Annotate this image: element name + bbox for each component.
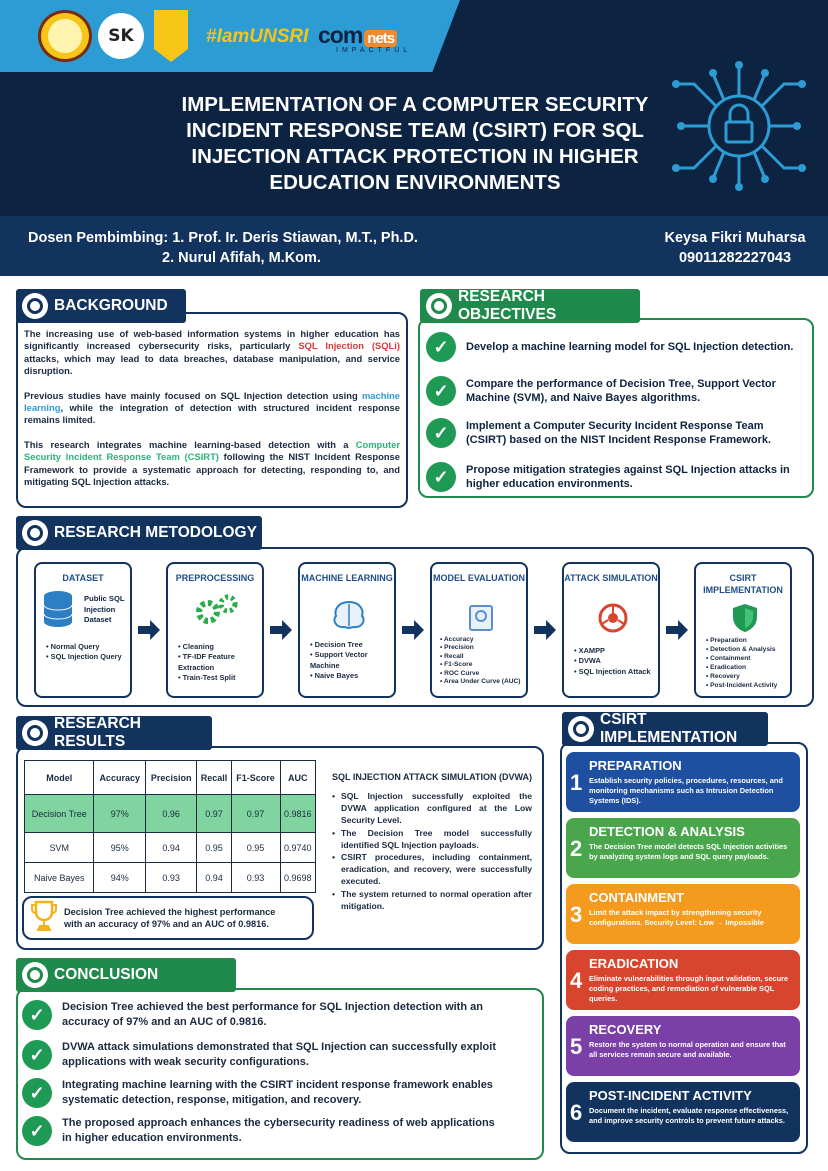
table-header-row <box>25 761 316 795</box>
objective-item: ✓ Implement a Computer Security Incident Response Team (CSIRT) based on the NIST Incident Response Framework. <box>426 418 806 448</box>
conclusion-item: ✓ Decision Tree achieved the best performance for SQL Injection detection with an accuracy of 97% and an AUC of 0.9816. <box>22 1000 502 1030</box>
table-row <box>25 795 316 833</box>
column-header: Model <box>25 761 94 795</box>
table-cell: 0.9740 <box>280 833 315 863</box>
table-row <box>25 863 316 893</box>
database-icon <box>42 590 74 628</box>
dataset-card <box>34 562 132 698</box>
step-number: 6 <box>570 1100 583 1125</box>
list-item: • XAMPP <box>574 646 651 656</box>
simulation-title: SQL INJECTION ATTACK SIMULATION (DVWA) <box>332 772 532 782</box>
step-title: CONTAINMENT <box>589 890 685 905</box>
step-description: Restore the system to normal operation and ensure that all services remain secure and available. <box>589 1040 786 1059</box>
shield-icon <box>730 602 760 634</box>
target-icon <box>22 720 48 746</box>
machine-learning-card <box>298 562 396 698</box>
table-cell: 0.95 <box>231 833 280 863</box>
table-cell: 95% <box>94 833 145 863</box>
list-item: • Normal Query <box>46 642 122 652</box>
list-item: • SQL Injection Query <box>46 652 122 662</box>
list-item: • Train-Test Split <box>178 673 262 683</box>
list-item: • Cleaning <box>178 642 262 652</box>
list-item: • The Decision Tree model successfully identified SQL Injection payloads. <box>332 827 532 851</box>
column-header: Recall <box>197 761 231 795</box>
check-icon: ✓ <box>426 332 456 362</box>
csirt-heading: CSIRT IMPLEMENTATION <box>562 712 768 746</box>
target-icon <box>22 293 48 319</box>
results-table <box>24 760 316 893</box>
check-icon: ✓ <box>426 462 456 492</box>
objective-item: ✓ Propose mitigation strategies against SQL Injection attacks in higher education environments. <box>426 462 806 492</box>
brain-icon <box>330 600 368 630</box>
step-title: PREPARATION <box>589 758 682 773</box>
list-item: • SQL Injection Attack <box>574 667 651 677</box>
list-item: • TF-IDF Feature Extraction <box>178 652 262 673</box>
highlight-note: Decision Tree achieved the highest performance with an accuracy of 97% and an AUC of 0.9816. <box>64 907 276 929</box>
table-cell: Naive Bayes <box>25 863 94 893</box>
conclusion-item: ✓ The proposed approach enhances the cybersecurity readiness of web applications in higher education environments. <box>22 1116 502 1146</box>
list-item: • Naive Bayes <box>310 671 394 681</box>
table-cell: SVM <box>25 833 94 863</box>
table-cell: 0.93 <box>145 863 196 893</box>
step-number: 5 <box>570 1034 583 1059</box>
step-number: 1 <box>570 770 583 795</box>
list-item: • Preparation <box>706 636 777 645</box>
step-title: ERADICATION <box>589 956 679 971</box>
step-title: POST-INCIDENT ACTIVITY <box>589 1088 752 1103</box>
target-icon <box>426 293 452 319</box>
step-number: 2 <box>570 836 583 861</box>
step-description: Establish security policies, procedures, resources, and monitoring mechanisms such as Intrusion Detection Systems (IDS). <box>589 776 783 805</box>
network-attack-icon <box>596 602 630 634</box>
table-cell: 0.94 <box>197 863 231 893</box>
check-icon: ✓ <box>22 1040 52 1070</box>
objectives-heading: RESEARCH OBJECTIVES <box>420 289 640 323</box>
check-icon: ✓ <box>426 418 456 448</box>
step-number: 4 <box>570 968 583 993</box>
table-cell: 94% <box>94 863 145 893</box>
comnets-tagline: IMPACTFUL <box>336 47 412 54</box>
target-icon <box>568 716 594 742</box>
dataset-caption: Public SQL Injection Dataset <box>84 594 125 624</box>
list-item: • CSIRT procedures, including containment, eradication, and recovery, were successfully executed. <box>332 851 532 888</box>
background-heading: BACKGROUND <box>16 289 186 323</box>
card-title: CSIRT IMPLEMENTATION <box>703 573 783 595</box>
objective-item: ✓ Develop a machine learning model for SQL Injection detection. <box>426 332 806 362</box>
list-item: • Detection & Analysis <box>706 645 777 654</box>
step-description: The Decision Tree model detects SQL Injection activities by analyzing system logs and SQL query payloads. <box>589 842 788 861</box>
column-header: Precision <box>145 761 196 795</box>
list-item: • Eradication <box>706 663 777 672</box>
check-icon: ✓ <box>22 1116 52 1146</box>
list-item: • Decision Tree <box>310 640 394 650</box>
circuit-lock-icon <box>664 56 814 196</box>
attack-simulation-card <box>562 562 660 698</box>
table-cell: 0.93 <box>231 863 280 893</box>
conclusion-item: ✓ DVWA attack simulations demonstrated that SQL Injection can successfully exploit applications with weak security configurations. <box>22 1040 502 1070</box>
list-item: • F1-Score <box>440 661 520 669</box>
list-item: • Support Vector Machine <box>310 650 394 671</box>
step-description: Document the incident, evaluate response effectiveness, and improve security controls to prevent future attacks. <box>589 1106 789 1125</box>
check-icon: ✓ <box>22 1000 52 1030</box>
target-icon <box>22 520 48 546</box>
simulation-list <box>332 790 532 912</box>
table-cell: 0.96 <box>145 795 196 833</box>
table-cell: 0.97 <box>197 795 231 833</box>
model-evaluation-card <box>430 562 528 698</box>
conclusion-item: ✓ Integrating machine learning with the CSIRT incident response framework enables systematic detection, response, mitigation, and recovery. <box>22 1078 502 1108</box>
step-description: Limit the attack impact by strengthening security configurations. Security Level: Low → Impossible <box>589 908 764 927</box>
card-title: PREPROCESSING <box>175 573 255 583</box>
table-cell: 0.97 <box>231 795 280 833</box>
list-item: • Post-Incident Activity <box>706 681 777 690</box>
university-logo <box>38 10 92 62</box>
author-name: Keysa Fikri Muharsa <box>664 230 806 246</box>
csirt-card <box>694 562 792 698</box>
list-item: • Recall <box>440 653 520 661</box>
card-title: DATASET <box>62 573 104 583</box>
list-item: • Containment <box>706 654 777 663</box>
poster-title: IMPLEMENTATION OF A COMPUTER SECURITY INCIDENT RESPONSE TEAM (CSIRT) FOR SQL INJECTION ATTACK PROTECTION IN HIGHER EDUCATION ENVIRONMENTS <box>181 93 649 194</box>
csirt-step-card <box>566 752 800 812</box>
supervisor-line-1: Dosen Pembimbing: 1. Prof. Ir. Deris Stiawan, M.T., Ph.D. <box>28 230 418 246</box>
objective-item: ✓ Compare the performance of Decision Tree, Support Vector Machine (SVM), and Naive Bayes algorithms. <box>426 376 806 406</box>
csirt-step-card <box>566 884 800 944</box>
list-item: • Precision <box>440 644 520 652</box>
list-item: • Recovery <box>706 672 777 681</box>
list-item: • SQL Injection successfully exploited the DVWA application configured at the Low Security Level. <box>332 790 532 827</box>
comnets-logo: com nets <box>318 22 397 49</box>
list-item: • Area Under Curve (AUC) <box>440 678 520 686</box>
author-info <box>660 228 810 268</box>
target-icon <box>22 962 48 988</box>
csirt-step-card <box>566 818 800 878</box>
csirt-step-card <box>566 1016 800 1076</box>
table-cell: 0.94 <box>145 833 196 863</box>
hashtag-logo: #IamUNSRI <box>206 26 309 47</box>
supervisor-line-2: 2. Nurul Afifah, M.Kom. <box>162 250 321 266</box>
table-cell: 97% <box>94 795 145 833</box>
gears-icon <box>194 594 240 626</box>
csirt-step-card <box>566 950 800 1010</box>
csirt-step-card <box>566 1082 800 1142</box>
report-icon <box>466 604 496 632</box>
list-item: • ROC Curve <box>440 670 520 678</box>
background-text: The increasing use of web-based information systems in higher education has significantly increased cybersecurity risks, particularly SQL Injection (SQLi) attacks, which may lead to data breaches, database manipulation, and service disruption. Previous studies have mainly focused on SQL Injection detection using machine learning, while the integration of detection with structured incident response remains limited. This research integrates machine learning-based detection with a Computer Security Incident Response Team (CSIRT) following the NIST Incident Response Framework to provide a systematic approach for detecting, responding to, and mitigating SQL Injection attacks. <box>24 328 401 488</box>
column-header: AUC <box>280 761 315 795</box>
step-title: RECOVERY <box>589 1022 662 1037</box>
preprocessing-card <box>166 562 264 698</box>
check-icon: ✓ <box>22 1078 52 1108</box>
table-cell: Decision Tree <box>25 795 94 833</box>
column-header: F1-Score <box>231 761 280 795</box>
list-item: • The system returned to normal operation after mitigation. <box>332 888 532 912</box>
table-cell: 0.9816 <box>280 795 315 833</box>
table-cell: 0.9698 <box>280 863 315 893</box>
card-title: ATTACK SIMULATION <box>564 573 658 583</box>
card-title: MACHINE LEARNING <box>301 573 393 583</box>
table-cell: 0.95 <box>197 833 231 863</box>
column-header: Accuracy <box>94 761 145 795</box>
check-icon: ✓ <box>426 376 456 406</box>
methodology-heading: RESEARCH METODOLOGY <box>16 516 262 550</box>
step-description: Eliminate vulnerabilities through input validation, secure coding practices, and remediation of vulnerable SQL queries. <box>589 974 789 1003</box>
list-item: • DVWA <box>574 656 651 666</box>
step-number: 3 <box>570 902 583 927</box>
list-item: • Accuracy <box>440 636 520 644</box>
sk-logo: SK <box>98 13 144 59</box>
step-title: DETECTION & ANALYSIS <box>589 824 745 839</box>
conclusion-heading: CONCLUSION <box>16 958 236 992</box>
results-heading: RESEARCH RESULTS <box>16 716 212 750</box>
card-title: MODEL EVALUATION <box>433 573 525 583</box>
table-row <box>25 833 316 863</box>
trophy-icon <box>30 900 58 932</box>
author-id: 09011282227043 <box>678 250 792 266</box>
